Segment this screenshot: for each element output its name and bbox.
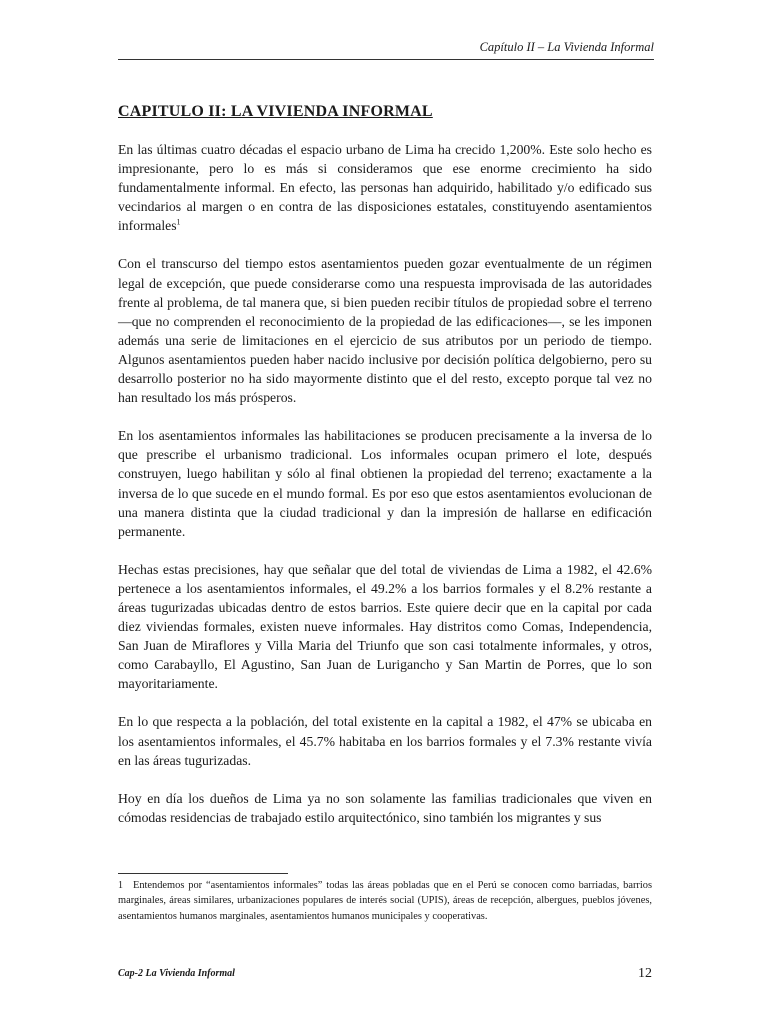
footnote-divider (118, 873, 288, 874)
paragraph-2: Con el transcurso del tiempo estos asentamientos pueden gozar eventualmente de un régimen legal de excepción, que puede considerarse como una respuesta improvisada de las autoridades frente al problema, de tal manera que, si bien pueden recibir títulos de propiedad sobre el terreno —que no comprenden el reconocimiento de la propiedad de las edificaciones—, se les imponen además una serie de limitaciones en el ejercicio de sus atributos por un periodo de tiempo. Algunos asentamientos pueden haber nacido inclusive por decisión política delgobierno, pero su desarrollo posterior no ha sido mayormente distinto que el del resto, excepto porque tal vez no han resultado los más prósperos. (118, 256, 652, 406)
paragraph-1 (118, 140, 652, 235)
paragraph-5: En lo que respecta a la población, del total existente en la capital a 1982, el 47% se ubicaba en los asentamientos informales, el 45.7% habitaba en los barrios formales y el 7.3% restante vivía en las áreas tugurizadas. (118, 714, 652, 768)
footnote-number: 1 (118, 880, 123, 891)
paragraph-4: Hechas estas precisiones, hay que señalar que del total de viviendas de Lima a 1982, el 42.6% pertenece a los asentamientos informales, el 49.2% a los barrios formales y el 8.2% restante a áreas tugurizadas ubicadas dentro de estos barrios. Este quiere decir que en la capital por cada diez viviendas formales, existen nueve informales. Hay distritos como Comas, Independencia, San Juan de Miraflores y Villa Maria del Triunfo que son casi totalmente informales, y otros, como Carabayllo, El Agustino, San Juan de Lurigancho y San Martin de Porres, que lo son mayoritariamente. (118, 561, 652, 692)
footer-chapter-label: Cap-2 La Vivienda Informal (118, 968, 235, 979)
footnote-text: Entendemos por “asentamientos informales” todas las áreas pobladas que en el Perú se conocen como barriadas, barrios marginales, áreas similares, urbanizaciones populares de interés social (UPIS), áreas de recepción, albergues, pueblos jóvenes, asentamientos humanos marginales, asentamientos humanos municipales y cooperativas. (118, 880, 652, 922)
running-header-title: Capítulo II – La Vivienda Informal (479, 40, 654, 54)
paragraph-3: En los asentamientos informales las habilitaciones se producen precisamente a la inversa de lo que prescribe el urbanismo tradicional. Los informales ocupan primero el lote, después construyen, luego habilitan y sólo al final obtienen la propiedad del terreno; exactamente a la inversa de lo que sucede en el mundo formal. Es por eso que estos asentamientos evolucionan de una manera distinta que la ciudad tradicional y dan la impresión de hallarse en edificación permanente. (118, 428, 652, 539)
footnote (118, 878, 652, 924)
paragraph-1-text: En las últimas cuatro décadas el espacio urbano de Lima ha crecido 1,200%. Este solo hecho es impresionante, pero lo es más si consideramos que ese enorme crecimiento ha sido fundamentalmente informal. En efecto, las personas han adquirido, habilitado y/o edificado sus vecindarios al margen o en contra de las disposiciones estatales, constituyendo asentamientos informales (118, 142, 652, 234)
footnote-reference[interactable]: 1 (176, 217, 181, 227)
running-header (118, 40, 654, 60)
page-number: 12 (638, 966, 652, 981)
chapter-title: CAPITULO II: LA VIVIENDA INFORMAL (118, 103, 433, 120)
paragraph-6: Hoy en día los dueños de Lima ya no son solamente las familias tradicionales que viven en cómodas residencias de trabajado estilo arquitectónico, sino también los migrantes y sus (118, 790, 652, 825)
body-text (118, 140, 652, 846)
